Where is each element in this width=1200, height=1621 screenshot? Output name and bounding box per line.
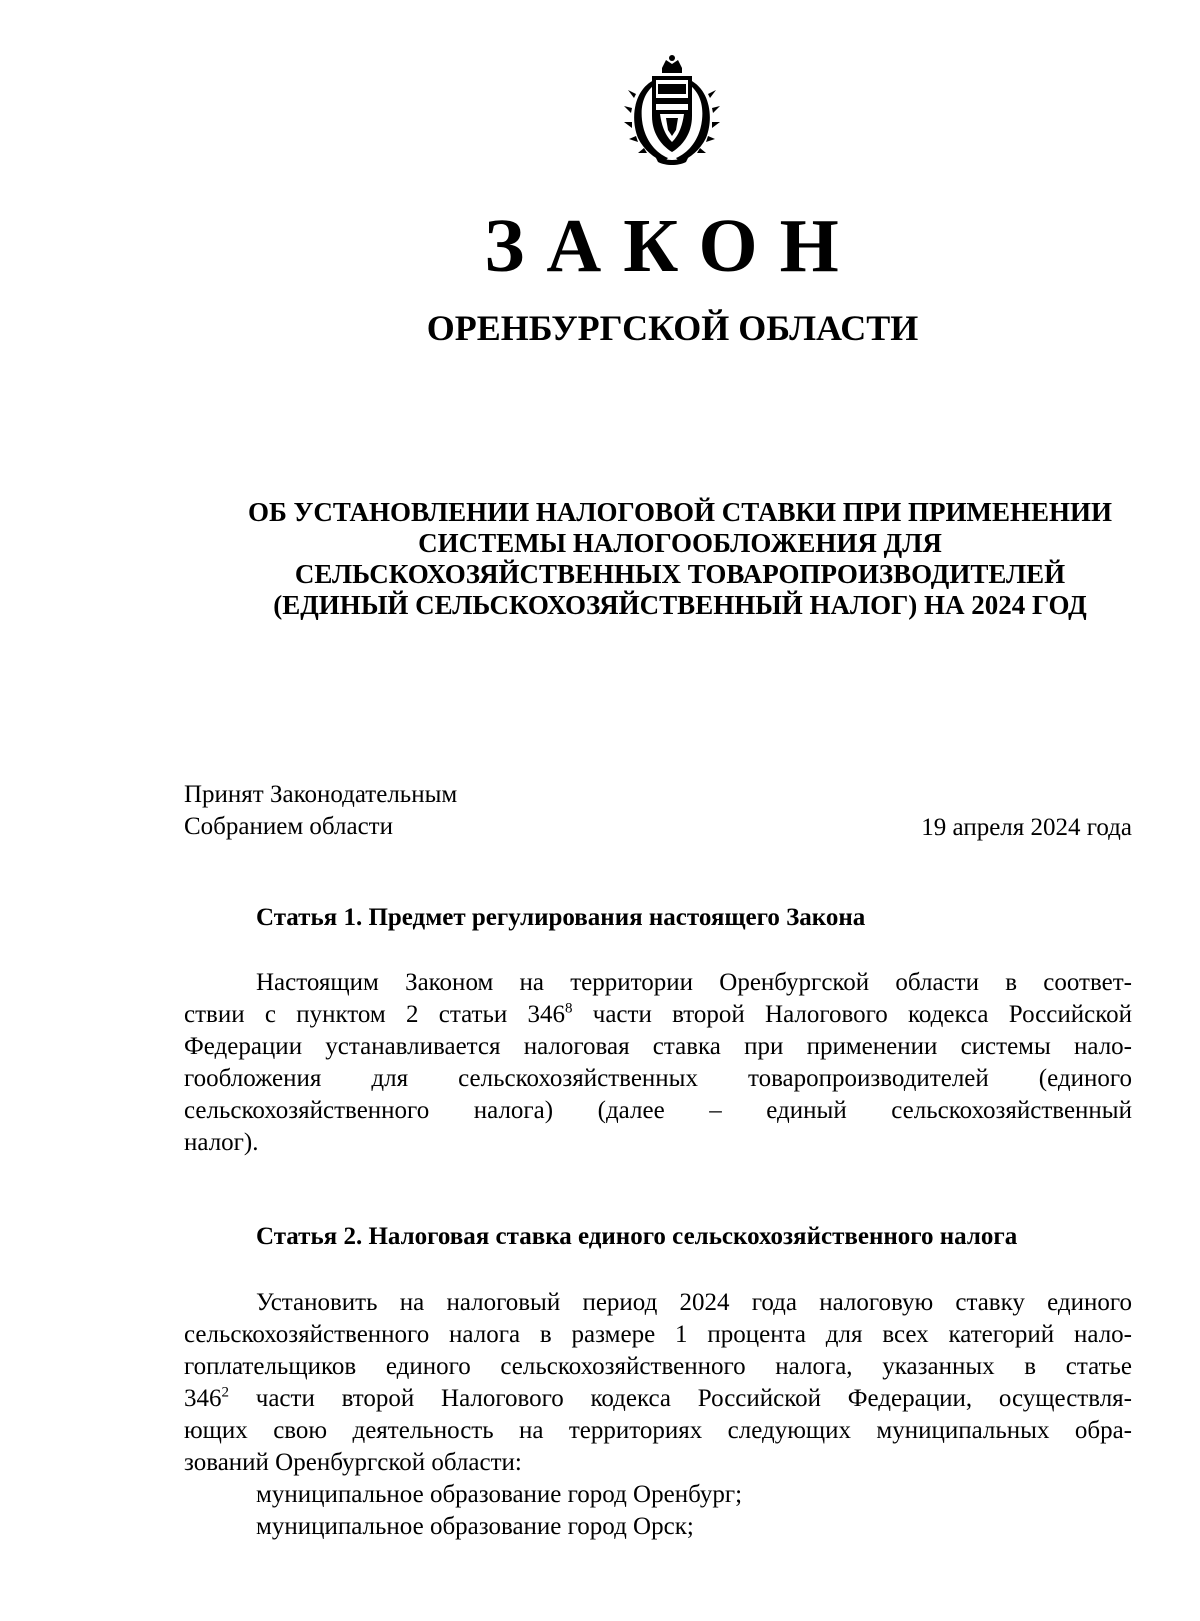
superscript: 8 [565, 1000, 573, 1017]
list-item: муниципальное образование город Орск; [256, 1513, 694, 1540]
coat-of-arms-icon [624, 54, 720, 166]
paragraph-line: гоплательщиков единого сельскохозяйственного налога, указанных в статье [184, 1353, 1132, 1380]
article-2-heading: Статья 2. Налоговая ставка единого сельскохозяйственного налога [256, 1223, 1018, 1250]
adoption-date: 19 апреля 2024 года [921, 814, 1132, 841]
subject-line: СЕЛЬСКОХОЗЯЙСТВЕННЫХ ТОВАРОПРОИЗВОДИТЕЛЕЙ [294, 559, 1066, 589]
subject-line: ОБ УСТАНОВЛЕНИИ НАЛОГОВОЙ СТАВКИ ПРИ ПРИМЕНЕНИИ [247, 497, 1113, 527]
adoption-note [184, 779, 457, 843]
paragraph-line: гообложения для сельскохозяйственных товаропроизводителей (единого [184, 1065, 1132, 1092]
law-subject-title [180, 497, 1180, 621]
paragraph-line: Настоящим Законом на территории Оренбургской области в соответ- [256, 969, 1132, 996]
paragraph-line: Установить на налоговый период 2024 года налоговую ставку единого [256, 1289, 1132, 1316]
paragraph-line: Федерации устанавливается налоговая ставка при применении системы нало- [184, 1033, 1132, 1060]
list-item: муниципальное образование город Оренбург; [256, 1481, 743, 1508]
paragraph-line [184, 999, 1132, 1031]
subject-line: (ЕДИНЫЙ СЕЛЬСКОХОЗЯЙСТВЕННЫЙ НАЛОГ) НА 2024 ГОД [273, 590, 1087, 620]
municipality-list [256, 1479, 742, 1543]
line-text: части второй Налогового кодекса Российской [572, 1001, 1132, 1028]
line-text: части второй Налогового кодекса Российской Федерации, осуществля- [229, 1385, 1132, 1412]
adoption-line: Принят Законодательным [184, 781, 458, 808]
article-1-paragraph [184, 967, 1132, 1159]
line-text: ствии с пунктом 2 статьи 346 [184, 1001, 565, 1028]
paragraph-line: сельскохозяйственного налога) (далее – единый сельскохозяйственный [184, 1097, 1132, 1124]
paragraph-line [184, 1383, 1132, 1415]
superscript: 2 [221, 1384, 229, 1401]
article-1-heading: Статья 1. Предмет регулирования настоящего Закона [256, 904, 866, 931]
subject-line: СИСТЕМЫ НАЛОГООБЛОЖЕНИЯ ДЛЯ [418, 528, 942, 558]
line-text: 346 [184, 1385, 222, 1412]
paragraph-line: сельскохозяйственного налога в размере 1 процента для всех категорий нало- [184, 1321, 1132, 1348]
paragraph-line: ющих свою деятельность на территориях следующих муниципальных обра- [184, 1417, 1132, 1444]
paragraph-line: налог). [184, 1129, 259, 1156]
article-2-paragraph [184, 1287, 1132, 1479]
adoption-line: Собранием области [184, 813, 393, 840]
law-title: ЗАКОН [484, 204, 861, 288]
region-title: ОРЕНБУРГСКОЙ ОБЛАСТИ [426, 308, 919, 348]
paragraph-line: зований Оренбургской области: [184, 1449, 522, 1476]
